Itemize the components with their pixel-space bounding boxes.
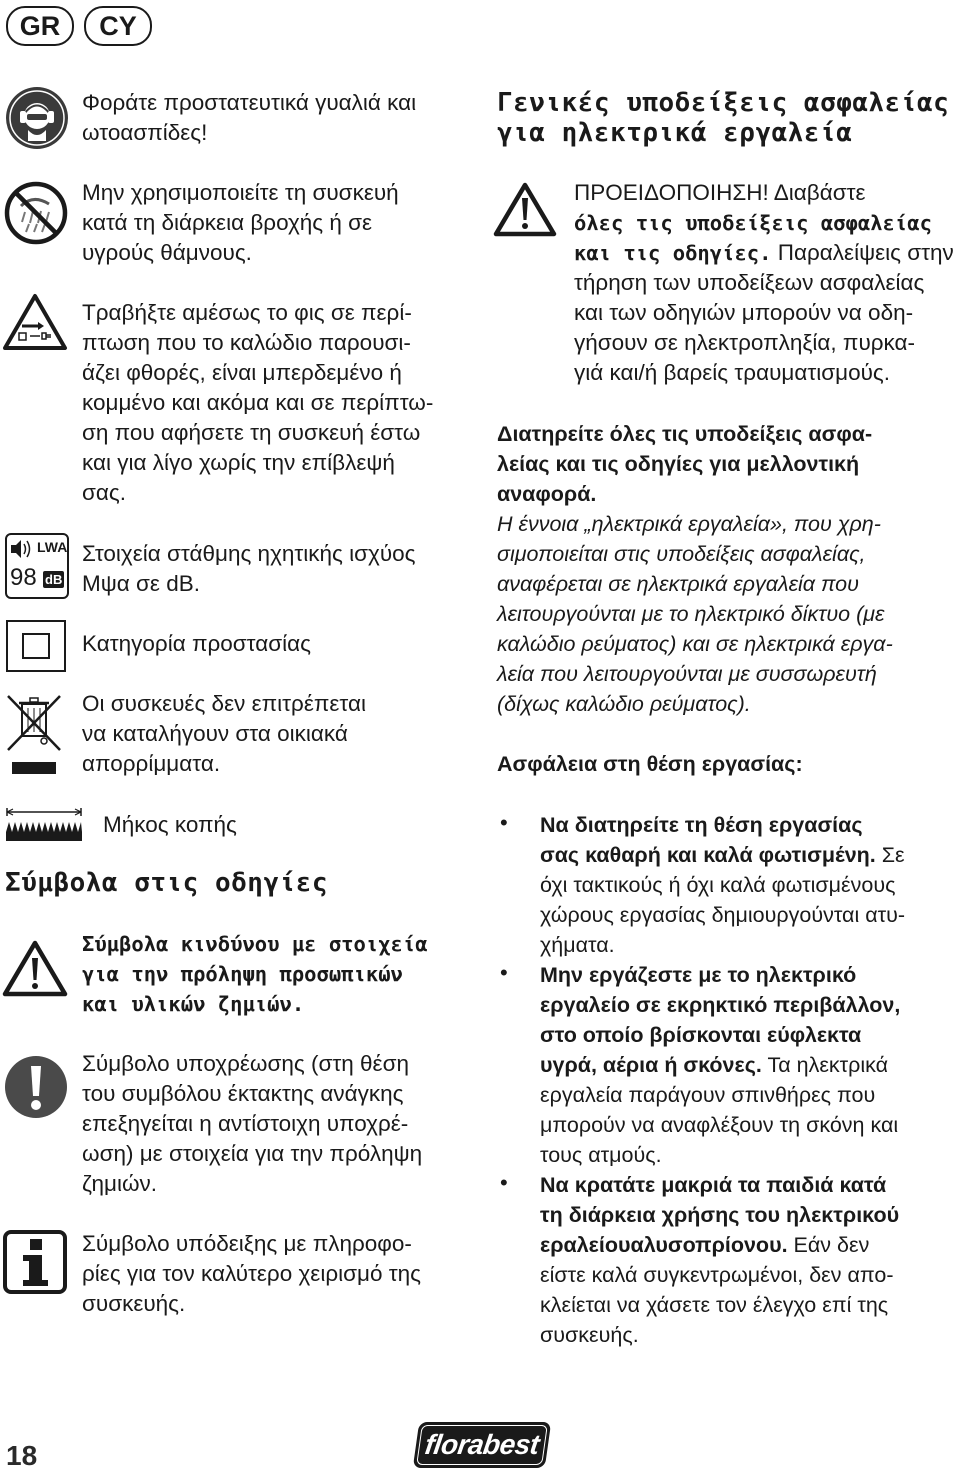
warning-text: ΠΡΟΕΙΔΟΠΟΙΗΣΗ! Διαβάστε όλες τις υποδείξεις ασφαλείας και τις οδηγίες. Παραλείψεις στην τήρηση των υποδείξεων ασφαλείας και των οδηγιών μπορούν να οδη- γήσουν σε ηλεκτροπληξία, πυρκα- γιά και/ή βαρείς τραυματισμούς. <box>574 180 954 385</box>
logo-text: florabest <box>423 1429 542 1460</box>
bullet-explosive-environment: Μην εργάζεστε με το ηλεκτρικό εργαλείο σε εκρηκτικό περιβάλλον, στο οποίο βρίσκονται εύφλεκτα υγρά, αέρια ή σκόνες. Τα ηλεκτρικά εργαλεία παράγουν σπινθήρες που μπορούν να αναφλέξουν τη σκόνη και τους ατμούς. <box>540 963 901 1167</box>
unplug-warning-icon <box>2 292 68 352</box>
cutting-length-text: Μήκος κοπής <box>103 812 237 837</box>
warning-triangle-icon <box>493 182 557 238</box>
power-tool-definition-text: Η έννοια „ηλεκτρικά εργαλεία», που χρη- σιμοποιείται στις υποδείξεις ασφαλείας, αναφέρεται σε ηλεκτρικά εργαλεία που λειτουργούνται με το ηλεκτρικό δίκτυο (με καλώδιο ρεύματος) και σε ηλεκτρικά εργα- λεία που λειτουργούνται με συσσωρευτή (δίχως καλώδιο ρεύματος). <box>497 512 893 716</box>
weee-bin-icon <box>6 690 62 780</box>
unplug-text: Τραβήξτε αμέσως το φις σε περί- πτωση που το καλώδιο παρουσι- άζει φθορές, είναι μπερδεμένο ή κομμένο και ακόμα και σε περίπτω- ση που αφήσετε τη συσκευή έστω και για λίγο χωρίς την επίβλεψή σας. <box>82 300 434 505</box>
info-icon <box>3 1230 67 1294</box>
mandatory-sign-icon <box>3 1054 69 1120</box>
country-badge-gr: GR <box>6 6 74 46</box>
no-rain-icon <box>3 180 69 246</box>
florabest-logo <box>413 1422 551 1468</box>
page-number: 18 <box>6 1440 38 1471</box>
protection-class-text: Κατηγορία προστασίας <box>82 631 311 656</box>
db-unit: dB <box>45 572 63 587</box>
workplace-safety-heading: Ασφάλεια στη θέση εργασίας: <box>497 752 803 776</box>
db-value: 98 <box>10 564 37 591</box>
bullet-clean-workplace: Να διατηρείτε τη θέση εργασίας σας καθαρή και καλά φωτισμένη. Σε όχι τακτικούς ή όχι καλά φωτισμένους χώρους εργασίας δημιουργούνται ατυ- χήματα. <box>540 813 906 957</box>
protection-class-icon <box>6 620 66 672</box>
keep-instructions-text: Διατηρείτε όλες τις υποδείξεις ασφα- λείας και τις οδηγίες για μελλοντική αναφορά. <box>497 422 873 506</box>
eye-ear-protection-icon <box>4 85 70 151</box>
disposal-text: Οι συσκευές δεν επιτρέπεται να καταλήγουν στα οικιακά απορρίμματα. <box>82 691 366 776</box>
speaker-icon <box>9 538 33 560</box>
sound-power-level-icon <box>5 533 69 599</box>
lwa-label: LWA <box>37 539 68 555</box>
bullet-marker: • <box>500 960 508 985</box>
mandatory-symbol-text: Σύμβολο υποχρέωσης (στη θέση του συμβόλου έκτακτης ανάγκης επεξηγείται η αντίστοιχη υποχρέ- ωση) με στοιχεία για την πρόληψη ζημιών. <box>82 1051 423 1196</box>
bullet-marker: • <box>500 1170 508 1195</box>
bullet-children-away: Να κρατάτε μακριά τα παιδιά κατά τη διάρκεια χρήσης του ηλεκτρικού εραλείουαλυσοπρίονου. Εάν δεν είστε καλά συγκεντρωμένοι, δεν απο- κλείεται να χάσετε τον έλεγχο επί της συσκευής. <box>540 1173 900 1347</box>
info-symbol-text: Σύμβολο υπόδειξης με πληροφο- ρίες για τον καλύτερο χειρισμό της συσκευής. <box>82 1231 421 1316</box>
danger-symbols-text: Σύμβολα κινδύνου με στοιχεία για την πρόληψη προσωπικών και υλικών ζημιών. <box>82 932 428 1016</box>
symbols-heading: Σύμβολα στις οδηγίες <box>5 868 329 898</box>
bullet-marker: • <box>500 810 508 835</box>
warning-triangle-icon <box>2 940 68 998</box>
safety-heading: Γενικές υποδείξεις ασφαλείας για ηλεκτρικά εργαλεία <box>497 88 950 148</box>
cutting-length-icon <box>5 808 83 842</box>
sound-level-text: Στοιχεία στάθμης ηχητικής ισχύος Μψα σε dB. <box>82 541 416 596</box>
eye-protection-text: Φοράτε προστατευτικά γυαλιά και ωτοασπίδες! <box>82 90 417 145</box>
no-rain-text: Μην χρησιμοποιείτε τη συσκευή κατά τη διάρκεια βροχής ή σε υγρούς θάμνους. <box>82 180 399 265</box>
country-badge-cy: CY <box>84 6 152 46</box>
